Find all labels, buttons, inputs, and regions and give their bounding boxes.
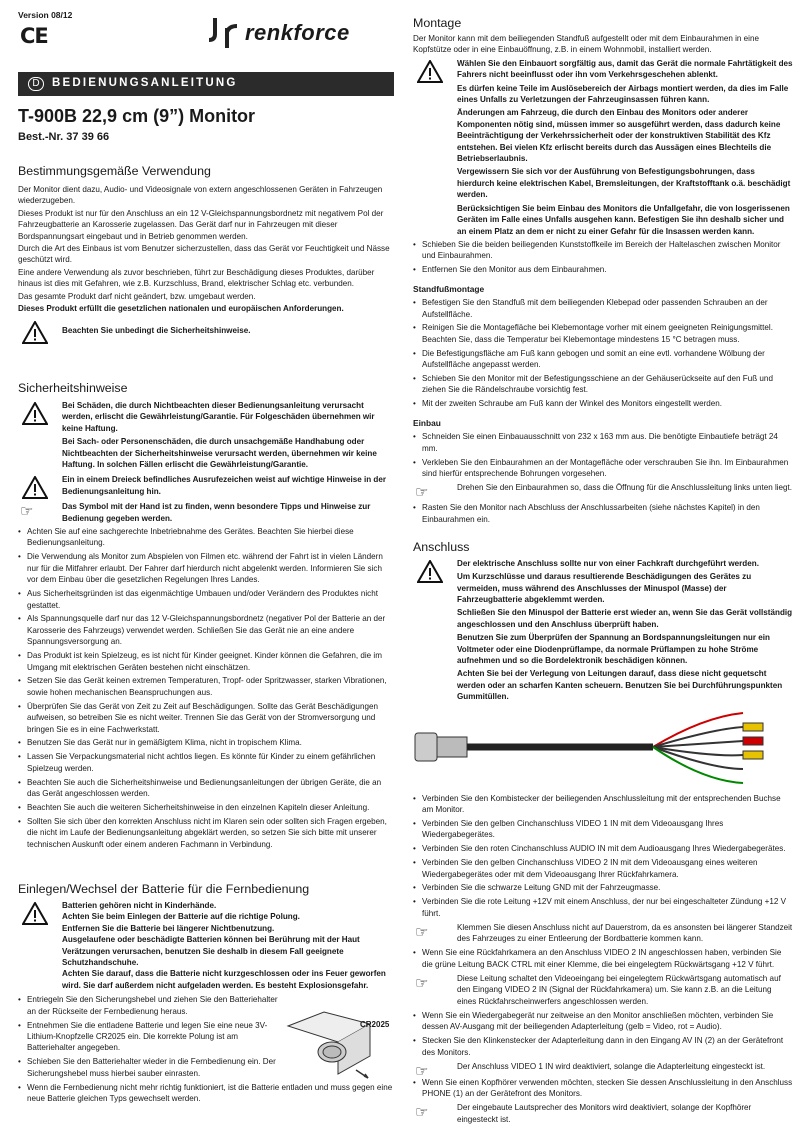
warning-triangle-icon [22, 321, 48, 344]
montage-list [413, 239, 793, 276]
list-item: • Schieben Sie den Batteriehalter wieder in die Fernbedienung ein. Der Sicherungshebel muss hierbei sauber einrasten. [18, 1056, 278, 1079]
warning-block [18, 474, 394, 497]
anschluss-list [413, 1077, 793, 1100]
paragraph: Dieses Produkt ist nur für den Anschluss an ein 12 V-Gleichspannungsbordnetz mit negativem Pol der Fahrzeugbatterie an Karosserie zugelassen. Das Gerät darf nur in Fahrzeugen mit dieser Bordspannungsart eingebaut und in Betrieb genommen werden. [18, 208, 384, 241]
warning-triangle-icon [417, 560, 443, 583]
list-item: • Wenn die Fernbedienung nicht mehr richtig funktioniert, ist die Batterie entladen und muss gegen eine neue Batterie gleichen Typs gewechselt werden. [18, 1082, 394, 1105]
list-item: • Als Spannungsquelle darf nur das 12 V-Gleichspannungsbordnetz (negativer Pol der Batterie an der Karosserie des Fahrzeugs) verwendet werden. Schließen Sie das Gerät nie an eine andere Spannungsversorgung an. [18, 613, 394, 647]
heading-verwendung: Bestimmungsgemäße Verwendung [18, 164, 211, 178]
hint-text: Der Anschluss VIDEO 1 IN wird deaktiviert, solange die Adapterleitung eingesteckt ist. [457, 1061, 766, 1071]
list-item: • Stecken Sie den Klinkenstecker der Adapterleitung dann in den Eingang AV IN (2) an der Gerätefront des Monitors. [413, 1035, 793, 1058]
warning-block [413, 558, 793, 703]
list-item: • Schneiden Sie einen Einbauausschnitt von 232 x 163 mm aus. Die benötigte Einbautiefe beträgt 24 mm. [413, 431, 793, 454]
remote-battery-holder-icon [284, 994, 394, 1084]
anschluss-list [413, 1010, 793, 1058]
pointing-hand-icon: ☞ [20, 503, 34, 521]
hint-block [18, 501, 394, 524]
stand-list [413, 297, 793, 410]
warning-triangle-icon [22, 402, 48, 425]
pointing-hand-icon: ☞ [415, 484, 429, 502]
pointing-hand-icon: ☞ [415, 923, 429, 941]
list-item: • Verbinden Sie den gelben Cinchanschluss VIDEO 2 IN mit dem Videoausgang eines weiteren Wiedergabegerätes oder mit dem Videoausgang Ihrer Rückfahrkamera. [413, 857, 793, 880]
pointing-hand-icon: ☞ [415, 1062, 429, 1080]
heading-montage: Montage [413, 16, 462, 30]
connection-cable-icon [413, 707, 793, 787]
list-item: • Verbinden Sie den Kombistecker der beiliegenden Anschlussleitung mit der entsprechenden Buchse am Monitor. [413, 793, 793, 816]
list-item: • Entriegeln Sie den Sicherungshebel und ziehen Sie den Batteriehalter an der Rückseite der Fernbedienung heraus. [18, 994, 278, 1017]
paragraph: Durch die Art des Einbaus ist vom Benutzer sicherzustellen, dass das Gerät vor Feuchtigkeit und Nässe geschützt wird. [18, 244, 390, 265]
warning-text: Vergewissern Sie sich vor der Ausführung von Befestigungsbohrungen, dass hierdurch keine elektrischen Kabel, Bremsleitungen, der Kraftstofftank o.ä. beschädigt werden. [457, 167, 791, 200]
battery-steps [18, 1082, 394, 1105]
anschluss-list [413, 947, 793, 970]
warning-text: Benutzen Sie zum Überprüfen der Spannung an Bordspannungsleitungen nur ein Voltmeter oder eine Diodenprüflampe, da normale Prüflampen zu hohe Ströme aufnehmen und so die Bordelektronik beschädigen können. [457, 633, 770, 665]
section-batterie [18, 882, 394, 1107]
brand-name: renkforce [245, 20, 350, 45]
warning-text: Batterien gehören nicht in Kinderhände. [62, 901, 217, 910]
pointing-hand-icon: ☞ [415, 974, 429, 992]
warning-block [18, 319, 394, 345]
hint-text: Der eingebaute Lautsprecher des Monitors wird deaktiviert, solange der Kopfhörer eingesteckt ist. [457, 1103, 752, 1124]
language-banner [18, 72, 394, 96]
heading-einbau: Einbau [413, 418, 441, 429]
list-item: • Verbinden Sie die schwarze Leitung GND mit der Fahrzeugmasse. [413, 882, 793, 893]
list-item: • Wenn Sie eine Rückfahrkamera an den Anschluss VIDEO 2 IN angeschlossen haben, verbinden Sie die grüne Leitung BACK CTRL mit einer Klemme, die bei eingelegtem Rückwärtsgang +12 V führt. [413, 947, 793, 970]
list-item: • Die Befestigungsfläche am Fuß kann gebogen und somit an eine evtl. vorhandene Wölbung der Aufstellfläche angepasst werden. [413, 348, 793, 371]
warning-text: Der elektrische Anschluss sollte nur von einer Fachkraft durchgeführt werden. [457, 558, 759, 568]
banner-title: BEDIENUNGSANLEITUNG [52, 77, 238, 89]
hint-block [413, 922, 793, 945]
list-item: • Verbinden Sie den gelben Cinchanschluss VIDEO 1 IN mit dem Videoausgang Ihres Wiedergabegerätes. [413, 818, 793, 841]
safety-list [18, 526, 394, 850]
page-title: T-900B 22,9 cm (9”) Monitor [18, 106, 256, 126]
list-item: • Reinigen Sie die Montagefläche bei Klebemontage vorher mit einem geeigneten Reinigungsmittel. Beachten Sie, dass die Temperatur bei Klebemontage mindestens 15 °C betragen muss. [413, 322, 793, 345]
warning-text: Entfernen Sie die Batterie bei längerer Nichtbenutzung. [62, 923, 275, 933]
right-column [413, 16, 793, 1127]
warning-block [18, 900, 394, 991]
paragraph: Das gesamte Produkt darf nicht geändert, bzw. umgebaut werden. [18, 291, 256, 301]
ce-mark: CE [20, 24, 48, 48]
article-number: Best.-Nr. 37 39 66 [18, 131, 110, 143]
version-label: Version 08/12 [18, 10, 73, 20]
heading-batterie: Einlegen/Wechsel der Batterie für die Fernbedienung [18, 882, 310, 896]
warning-triangle-icon [417, 60, 443, 83]
einbau-list [413, 502, 793, 525]
battery-illustration [284, 994, 394, 1084]
pointing-hand-icon: ☞ [415, 1104, 429, 1122]
hint-text: Klemmen Sie diesen Anschluss nicht auf Dauerstrom, da es ansonsten bei längerer Standzeit des Fahrzeuges zu einer Entleerung der Bordbatterie kommen kann. [457, 922, 793, 944]
list-item: • Verbinden Sie die rote Leitung +12V mit einem Anschluss, der nur bei eingeschalteter Zündung +12 V führt. [413, 896, 793, 919]
list-item: • Setzen Sie das Gerät keinen extremen Temperaturen, Tropf- oder Spritzwasser, starken Vibrationen, sowie hohen mechanischen Beanspruchungen aus. [18, 675, 394, 698]
paragraph: Der Monitor kann mit dem beiliegenden Standfuß aufgestellt oder mit dem Einbaurahmen in eine Kopfstütze oder in eine Einbauöffnung, z.B. in einem Wohnmobil, installiert werden. [413, 34, 759, 55]
list-item: • Schieben Sie die beiden beiliegenden Kunststoffkeile im Bereich der Haltelaschen zwischen Monitor und Einbaurahmen. [413, 239, 793, 262]
list-item: • Befestigen Sie den Standfuß mit dem beiliegenden Klebepad oder passenden Schrauben an der Aufstellfläche. [413, 297, 793, 320]
warning-text: Berücksichtigen Sie beim Einbau des Monitors die Unfallgefahr, die von losgerissenen Geräten im Falle eines Unfalls ausgehen kann. Befestigen Sie ihn deshalb sicher und an einem Platz an dem er nicht zu einer Gefahr für die Insassen werden kann. [457, 203, 790, 236]
warning-text: Änderungen am Fahrzeug, die durch den Einbau des Monitors oder anderer Komponenten nötig sind, müssen immer so ausgeführt werden, dass dadurch keine Beeinträchtigung der Verkehrssicherheit oder der konstruktiven Stabilität des Kfz entstehen. Bei vielen Kfz erlischt bereits durch das Aussägen eines Blechteils die Betriebserlaubnis. [457, 108, 781, 164]
list-item: • Wenn Sie einen Kopfhörer verwenden möchten, stecken Sie dessen Anschlussleitung in den Anschluss PHONE (1) an der Gerätefront des Monitors. [413, 1077, 793, 1100]
warning-triangle-icon [22, 902, 48, 925]
warning-text: Bei Schäden, die durch Nichtbeachten dieser Bedienungsanleitung verursacht werden, erlischt die Gewährleistung/Garantie. Für Folgeschäden übernehmen wir keine Haftung. [62, 401, 375, 433]
hint-block [413, 1102, 793, 1125]
list-item: • Mit der zweiten Schraube am Fuß kann der Winkel des Monitors eingestellt werden. [413, 398, 793, 409]
list-item: • Verkleben Sie den Einbaurahmen an der Montagefläche oder verschrauben Sie ihn. Im Einbaurahmen sind hierfür entsprechende Bohrungen vorgesehen. [413, 457, 793, 480]
warning-text: Achten Sie bei der Verlegung von Leitungen darauf, dass diese nicht gequetscht werden oder an scharfen Kanten scheuern. Benutzen Sie bei Durchführungspunkten Gummitüllen. [457, 669, 783, 702]
warning-text: Es dürfen keine Teile im Auslösebereich der Airbags montiert werden, da dies im Falle eines Unfalls zu Verletzungen der Fahrzeuginsassen führen kann. [457, 83, 789, 105]
list-item: • Entfernen Sie den Monitor aus dem Einbaurahmen. [413, 264, 793, 275]
warning-block [413, 58, 793, 237]
warning-text: Ausgelaufene oder beschädigte Batterien können bei Berührung mit der Haut Verätzungen verursachen, benutzen Sie deshalb in diesem Fall geeignete Schutzhandschuhe. [62, 935, 360, 968]
warning-text: Ein in einem Dreieck befindliches Ausrufezeichen weist auf wichtige Hinweise in der Bedienungsanleitung hin. [62, 475, 386, 496]
hint-text: Diese Leitung schaltet den Videoeingang bei eingelegtem Rückwärtsgang automatisch auf den Eingang VIDEO 2 IN (Signal der Rückfahrkamera) um. Sie kann z.B. an die Leitung eines Rückfahrscheinwerfers angeschlossen werden. [457, 973, 781, 1006]
hint-block [413, 1061, 793, 1080]
warning-text: Achten Sie darauf, dass die Batterie nicht kurzgeschlossen oder ins Feuer geworfen wird. Sie darf außerdem nicht aufgeladen werden. Es besteht Explosionsgefahr. [62, 969, 386, 990]
einbau-list [413, 431, 793, 479]
heading-anschluss: Anschluss [413, 539, 470, 554]
warning-text: Um Kurzschlüsse und daraus resultierende Beschädigungen des Gerätes zu vermeiden, muss während des Anschlusses der Minuspol (Masse) der Fahrzeugbatterie abgeklemmt werden. [457, 572, 752, 604]
paragraph: Dieses Produkt erfüllt die gesetzlichen nationalen und europäischen Anforderungen. [18, 304, 344, 314]
list-item: • Verbinden Sie den roten Cinchanschluss AUDIO IN mit dem Audioausgang Ihres Wiedergabegerätes. [413, 843, 793, 854]
list-item: • Das Produkt ist kein Spielzeug, es ist nicht für Kinder geeignet. Kinder können die Gefahren, die im Umgang mit elektrischen Geräten bestehen nicht einschätzen. [18, 650, 394, 673]
list-item: • Schieben Sie den Monitor mit der Befestigungsschiene an der Gehäuserückseite auf den Fuß und ziehen Sie die Rändelschraube vorsichtig fest. [413, 373, 793, 396]
battery-type-label: CR2025 [360, 1020, 390, 1030]
heading-sicherheit: Sicherheitshinweise [18, 381, 128, 395]
list-item: • Rasten Sie den Monitor nach Abschluss der Anschlussarbeiten (siehe nächstes Kapitel) in den Einbaurahmen ein. [413, 502, 793, 525]
language-letter: D [28, 77, 44, 91]
list-item: • Beachten Sie auch die Sicherheitshinweise und Bedienungsanleitungen der übrigen Geräte, die an das Gerät angeschlossen werden. [18, 777, 394, 800]
list-item: • Überprüfen Sie das Gerät von Zeit zu Zeit auf Beschädigungen. Sollte das Gerät Beschädigungen aufweisen, so betreiben Sie es nicht weiter. Trennen Sie das Gerät von der Stromversorgung und bringen Sie es in eine Fachwerkstatt. [18, 701, 394, 735]
paragraph: Der Monitor dient dazu, Audio- und Videosignale von extern angeschlossenen Geräten in Fahrzeugen wiederzugeben. [18, 185, 383, 206]
list-item: • Sollten Sie sich über den korrekten Anschluss nicht im Klaren sein oder sollten sich Fragen ergeben, die nicht im Laufe der Bedienungsanleitung abgeklärt werden, so setzen Sie sich bitte mit unserer technischen Auskunft oder einem anderen Fachmann in Verbindung. [18, 816, 394, 850]
hint-text: Das Symbol mit der Hand ist zu finden, wenn besondere Tipps und Hinweise zur Bedienung gegeben werden. [62, 502, 371, 523]
list-item: • Achten Sie auf eine sachgerechte Inbetriebnahme des Gerätes. Beachten Sie hierbei diese Bedienungsanleitung. [18, 526, 394, 549]
battery-steps [18, 994, 278, 1079]
hint-block [413, 973, 793, 1007]
list-item: • Lassen Sie Verpackungsmaterial nicht achtlos liegen. Es könnte für Kinder zu einem gefährlichen Spielzeug werden. [18, 751, 394, 774]
list-item: • Die Verwendung als Monitor zum Abspielen von Filmen etc. während der Fahrt ist in vielen Ländern nur für die Mitfahrer erlaubt. Der Fahrer darf hierdurch nicht abgelenkt werden. Informieren Sie sich vor dem Einbau über die gesetzlichen Regelungen Ihres Landes. [18, 551, 394, 585]
warning-block [18, 400, 394, 470]
section-sicherheit [18, 381, 394, 853]
warning-text: Beachten Sie unbedingt die Sicherheitshinweise. [62, 326, 251, 336]
warning-text: Achten Sie beim Einlegen der Batterie auf die richtige Polung. [62, 912, 300, 922]
list-item: • Beachten Sie auch die weiteren Sicherheitshinweise in den einzelnen Kapiteln dieser Anleitung. [18, 802, 394, 813]
list-item: • Aus Sicherheitsgründen ist das eigenmächtige Umbauen und/oder Verändern des Produktes nicht gestattet. [18, 588, 394, 611]
hint-block [413, 482, 793, 502]
section-verwendung [18, 164, 394, 345]
renkforce-logo-icon [205, 14, 241, 52]
list-item: • Entnehmen Sie die entladene Batterie und legen Sie eine neue 3V-Lithium-Knopfzelle CR2025 ein. Die korrekte Polung ist am Batteriehalter angegeben. [18, 1020, 278, 1054]
list-item: • Benutzen Sie das Gerät nur in gemäßigtem Klima, nicht in tropischem Klima. [18, 737, 394, 748]
anschluss-list [413, 793, 793, 920]
hint-text: Drehen Sie den Einbaurahmen so, dass die Öffnung für die Anschlussleitung links unten liegt. [457, 483, 793, 493]
warning-text: Bei Sach- oder Personenschäden, die durch unsachgemäße Handhabung oder Nichtbeachten der Sicherheitshinweise verursacht werden, übernehmen wir keine Haftung. In solchen Fällen erlischt die Gewährleistung/Garantie. [62, 437, 377, 470]
warning-text: Schließen Sie den Minuspol der Batterie erst wieder an, wenn Sie das Gerät vollständig angeschlossen und den Anschluss überprüft haben. [457, 608, 793, 629]
warning-text: Wählen Sie den Einbauort sorgfältig aus, damit das Gerät die normale Fahrtätigkeit des Fahrers nicht beeinflusst oder ihn vom Verkehrsgeschehen ablenkt. [457, 58, 793, 80]
list-item: • Wenn Sie ein Wiedergabegerät nur zeitweise an den Monitor anschließen möchten, verbinden Sie dessen AV-Ausgang mit der beiliegenden Adapterleitung (gelb = Video, rot = Audio). [413, 1010, 793, 1033]
paragraph: Eine andere Verwendung als zuvor beschrieben, führt zur Beschädigung dieses Produktes, darüber hinaus ist dies mit Gefahren, wie z.B. Kurzschluss, Brand, elektrischer Schlag etc. verbunden. [18, 267, 375, 289]
warning-triangle-icon [22, 476, 48, 499]
cable-illustration [413, 707, 793, 787]
heading-standfuss: Standfußmontage [413, 284, 485, 295]
brand-logo [205, 14, 385, 54]
